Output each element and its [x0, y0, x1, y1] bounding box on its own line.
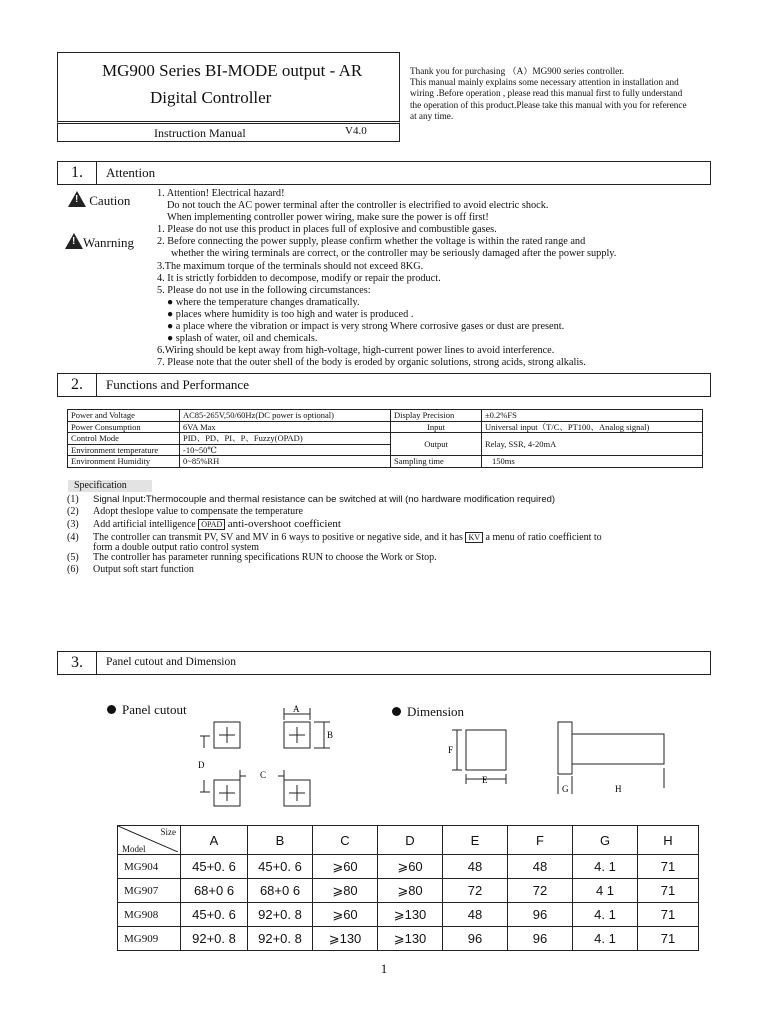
model-cell: MG904 [118, 855, 181, 879]
header-cell: B [248, 826, 313, 855]
table-cell: Output [391, 433, 482, 456]
spec-text: form a double output ratio control system [93, 541, 260, 553]
table-cell: ⩾60 [378, 855, 443, 879]
title-line-2: Digital Controller [150, 88, 272, 107]
model-cell: MG909 [118, 927, 181, 951]
table-cell: 48 [443, 903, 508, 927]
attention-line: 1. Please do not use this product in places full of explosive and combustible gases. [157, 224, 497, 236]
header-cell: D [378, 826, 443, 855]
table-cell: 4. 1 [573, 855, 638, 879]
table-row [68, 410, 703, 422]
table-cell: ⩾130 [378, 927, 443, 951]
table-cell: ⩾80 [313, 879, 378, 903]
spec-text: Adopt theslope value to compensate the temperature [93, 506, 303, 518]
header-cell: F [508, 826, 573, 855]
spec-number: (3) [67, 519, 79, 531]
section-title: Functions and Performance [106, 377, 249, 392]
dimension-label: Dimension [407, 704, 465, 719]
attention-line: ● a place where the vibration or impact is very strong Where corrosive gases or dust are present. [167, 321, 565, 333]
spec-number: (2) [67, 506, 79, 518]
table-cell: ⩾80 [378, 879, 443, 903]
attention-line: When implementing controller power wiring, make sure the power is off first! [167, 212, 489, 224]
table-cell: PID、PD、PI、P、Fuzzy(OPAD) [180, 433, 391, 445]
attention-line: 7. Please note that the outer shell of the body is eroded by organic solutions, strong acids, strong alkalis. [157, 357, 586, 369]
spec-line [67, 552, 602, 564]
table-cell: 96 [508, 903, 573, 927]
caution-label [68, 191, 130, 209]
bullet-icon [107, 705, 116, 714]
spec-number: (6) [67, 564, 79, 576]
table-cell: Relay, SSR, 4-20mA [482, 433, 703, 456]
table-cell: 71 [638, 855, 699, 879]
caution-warning-icon [68, 191, 86, 207]
label-e: E [482, 775, 488, 785]
header-cell: C [313, 826, 378, 855]
label-g: G [562, 784, 569, 794]
spec-line [67, 518, 602, 531]
spec-text: Output soft start function [93, 564, 194, 576]
performance-table [67, 409, 703, 468]
header-cell: A [181, 826, 248, 855]
intro-line: wiring .Before operation , please read this manual first to fully understand [410, 88, 683, 99]
table-cell: Power Consumption [68, 421, 180, 433]
manual-label: Instruction Manual [154, 126, 246, 140]
table-cell: 4 1 [573, 879, 638, 903]
table-cell: 0~85%RH [180, 456, 391, 468]
attention-line: 2. Before connecting the power supply, please confirm whether the voltage is within the rated range and [157, 236, 586, 248]
header-cell: H [638, 826, 699, 855]
table-cell: 68+0 6 [181, 879, 248, 903]
spec-line [67, 494, 602, 506]
corner-cell [118, 826, 181, 855]
label-c: C [260, 770, 267, 780]
front-view [466, 730, 506, 770]
attention-list [157, 188, 616, 369]
table-row [118, 927, 699, 951]
section-2-header [57, 373, 711, 397]
table-cell: 48 [443, 855, 508, 879]
table-row [118, 903, 699, 927]
intro-line: This manual mainly explains some necessary attention in installation and [410, 77, 679, 88]
label-a: A [293, 704, 300, 714]
table-row [68, 433, 703, 445]
attention-line: 4. It is strictly forbidden to decompose, modify or repair the product. [157, 272, 441, 284]
table-cell: 71 [638, 879, 699, 903]
bullet-icon [392, 707, 401, 716]
spec-text: Signal Input:Thermocouple and thermal resistance can be switched at will (no hardware modification required) [93, 494, 556, 505]
table-cell: 96 [443, 927, 508, 951]
spec-line [67, 506, 602, 518]
section-title: Panel cutout and Dimension [106, 656, 236, 668]
spec-number: (5) [67, 552, 79, 564]
attention-line: Do not touch the AC power terminal after the controller is electrified to avoid electric shock. [167, 200, 549, 212]
warning-icon [65, 233, 83, 249]
attention-line: ● where the temperature changes dramatically. [167, 296, 360, 308]
section-number: 1. [58, 162, 97, 184]
table-cell: 72 [508, 879, 573, 903]
table-cell: 4. 1 [573, 927, 638, 951]
spec-text: The controller has parameter running specifications RUN to choose the Work or Stop. [93, 552, 437, 564]
spec-text: a menu of ratio coefficient to [485, 531, 602, 543]
section-1-header [57, 161, 711, 185]
table-cell: ⩾130 [313, 927, 378, 951]
dimension-diagram [440, 718, 680, 798]
corner-model-label: Model [122, 844, 146, 854]
side-flange [558, 722, 572, 774]
panel-cutout-heading [107, 702, 187, 718]
intro-line: Thank you for purchasing （A）MG900 series controller. [410, 66, 625, 76]
spec-text: anti-overshoot coefficient [227, 518, 341, 531]
dimension-table [117, 825, 699, 951]
attention-line: 5. Please do not use in the following circumstances: [157, 284, 371, 296]
table-cell: 92+0. 8 [181, 927, 248, 951]
table-cell: 92+0. 8 [248, 903, 313, 927]
table-cell: 68+0 6 [248, 879, 313, 903]
kv-box: KV [465, 532, 483, 543]
table-cell: ⩾60 [313, 903, 378, 927]
table-row [68, 456, 703, 468]
spec-label: Specification [68, 480, 152, 492]
spec-list [67, 494, 602, 576]
table-cell: 4. 1 [573, 903, 638, 927]
corner-size-label: Size [160, 827, 176, 837]
side-body [572, 734, 664, 764]
attention-line: 6.Wiring should be kept away from high-voltage, high-current power lines to avoid interference. [157, 345, 555, 357]
table-cell: 45+0. 6 [248, 855, 313, 879]
manual-bar [57, 121, 400, 142]
label-h: H [615, 784, 622, 794]
table-cell: Environment temperature [68, 444, 180, 456]
section-title: Attention [106, 165, 156, 180]
spec-number: (1) [67, 494, 79, 505]
label-d: D [198, 760, 205, 770]
spec-number: (4) [67, 531, 79, 543]
label-f: F [448, 745, 454, 755]
table-cell: AC85-265V,50/60Hz(DC power is optional) [180, 410, 391, 422]
caution-text: Caution [89, 193, 131, 208]
warning-text: Wanrning [83, 235, 134, 250]
table-cell: 45+0. 6 [181, 903, 248, 927]
panel-cutout-diagram [190, 700, 360, 810]
page-number: 1 [380, 961, 388, 976]
table-cell: ⩾60 [313, 855, 378, 879]
panel-cutout-label: Panel cutout [122, 702, 187, 717]
attention-line: whether the wiring terminals are correct, or the controller may be seriously damaged after the power supply. [171, 248, 617, 260]
intro-paragraph [410, 66, 755, 122]
header-cell: E [443, 826, 508, 855]
table-cell: Input [391, 421, 482, 433]
intro-line: the operation of this product.Please take this manual with you for reference [410, 99, 687, 110]
warning-label [65, 233, 134, 251]
table-cell: 45+0. 6 [181, 855, 248, 879]
attention-line: 1. Attention! Electrical hazard! [157, 188, 285, 199]
table-cell: 150ms [482, 456, 703, 468]
spec-text: The controller can transmit PV, SV and MV in 6 ways to positive or negative side, and it has [93, 531, 463, 543]
model-cell: MG907 [118, 879, 181, 903]
table-header-row [118, 826, 699, 855]
table-cell: Sampling time [391, 456, 482, 468]
table-cell: 72 [443, 879, 508, 903]
table-cell: Display Precision [391, 410, 482, 422]
table-cell: Environment Humidity [68, 456, 180, 468]
header-cell: G [573, 826, 638, 855]
table-cell: -10~50℃ [180, 444, 391, 456]
table-cell: Power and Voltage [68, 410, 180, 422]
title-line-1: MG900 Series BI-MODE output - AR [102, 61, 363, 80]
table-cell: 96 [508, 927, 573, 951]
table-cell: ⩾130 [378, 903, 443, 927]
table-cell: 71 [638, 927, 699, 951]
table-cell: 48 [508, 855, 573, 879]
model-cell: MG908 [118, 903, 181, 927]
title-box [57, 52, 400, 122]
table-row [68, 421, 703, 433]
attention-line: ● splash of water, oil and chemicals. [167, 333, 318, 345]
intro-line: at any time. [410, 110, 454, 121]
label-b: B [327, 730, 334, 740]
table-cell: 71 [638, 903, 699, 927]
spec-line [67, 564, 602, 576]
table-cell: Control Mode [68, 433, 180, 445]
section-number: 2. [58, 374, 97, 396]
table-row [118, 855, 699, 879]
section-3-header [57, 651, 711, 675]
attention-line: ● places where humidity is too high and water is produced . [167, 308, 414, 320]
table-row [118, 879, 699, 903]
table-cell: 92+0. 8 [248, 927, 313, 951]
opad-box: OPAD [198, 519, 225, 530]
version-label: V4.0 [345, 125, 367, 137]
table-cell: 6VA Max [180, 421, 391, 433]
spec-text: Add artificial intelligence [93, 519, 196, 531]
table-cell: Universal input（T/C、PT100、Analog signal) [482, 421, 703, 433]
table-cell: ±0.2%FS [482, 410, 703, 422]
attention-line: 3.The maximum torque of the terminals should not exceed 8KG. [157, 260, 424, 272]
section-number: 3. [58, 652, 97, 674]
